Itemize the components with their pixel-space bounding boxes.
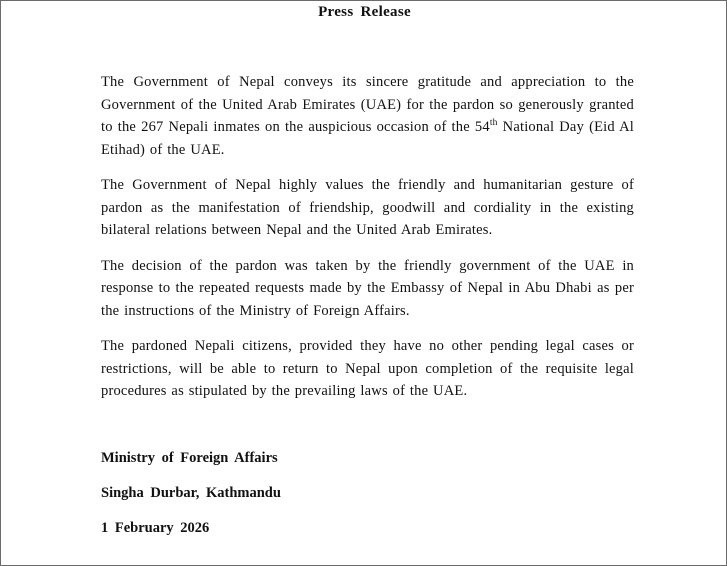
issuer-location: Singha Durbar, Kathmandu: [101, 485, 281, 501]
paragraph-return: The pardoned Nepali citizens, provided they have no other pending legal cases or restrictions, will be able to return to Nepal upon completion of the requisite legal procedures as stipulated by the prevailing laws of the UAE.: [101, 338, 634, 399]
paragraph-relations: The Government of Nepal highly values the friendly and humanitarian gesture of pardon as the manifestation of friendship, goodwill and cordiality in the existing bilateral relations between Nepal and the United Arab Emirates.: [101, 177, 634, 238]
paragraph-gratitude: [101, 71, 634, 161]
paragraph-gratitude-text-end: National Day (Eid Al Etihad) of the UAE.: [101, 119, 635, 158]
paragraph-gratitude-text: The Government of Nepal conveys its sincere gratitude and appreciation to the Government of the United Arab Emirates (UAE) for the pardon so generously granted to the 267 Nepali inmates on the auspicious occasion of the 54: [101, 74, 634, 135]
paragraph-decision: The decision of the pardon was taken by the friendly government of the UAE in response to the repeated requests made by the Embassy of Nepal in Abu Dhabi as per the instructions of the Ministry of Foreign Affairs.: [101, 257, 634, 319]
ordinal-suffix: th: [489, 118, 498, 129]
document-body: [101, 71, 634, 416]
document-signature-block: [101, 449, 601, 554]
document-title: Press Release: [318, 4, 411, 20]
issuer-name: Ministry of Foreign Affairs: [101, 450, 278, 466]
issue-date: 1 February 2026: [101, 520, 210, 536]
